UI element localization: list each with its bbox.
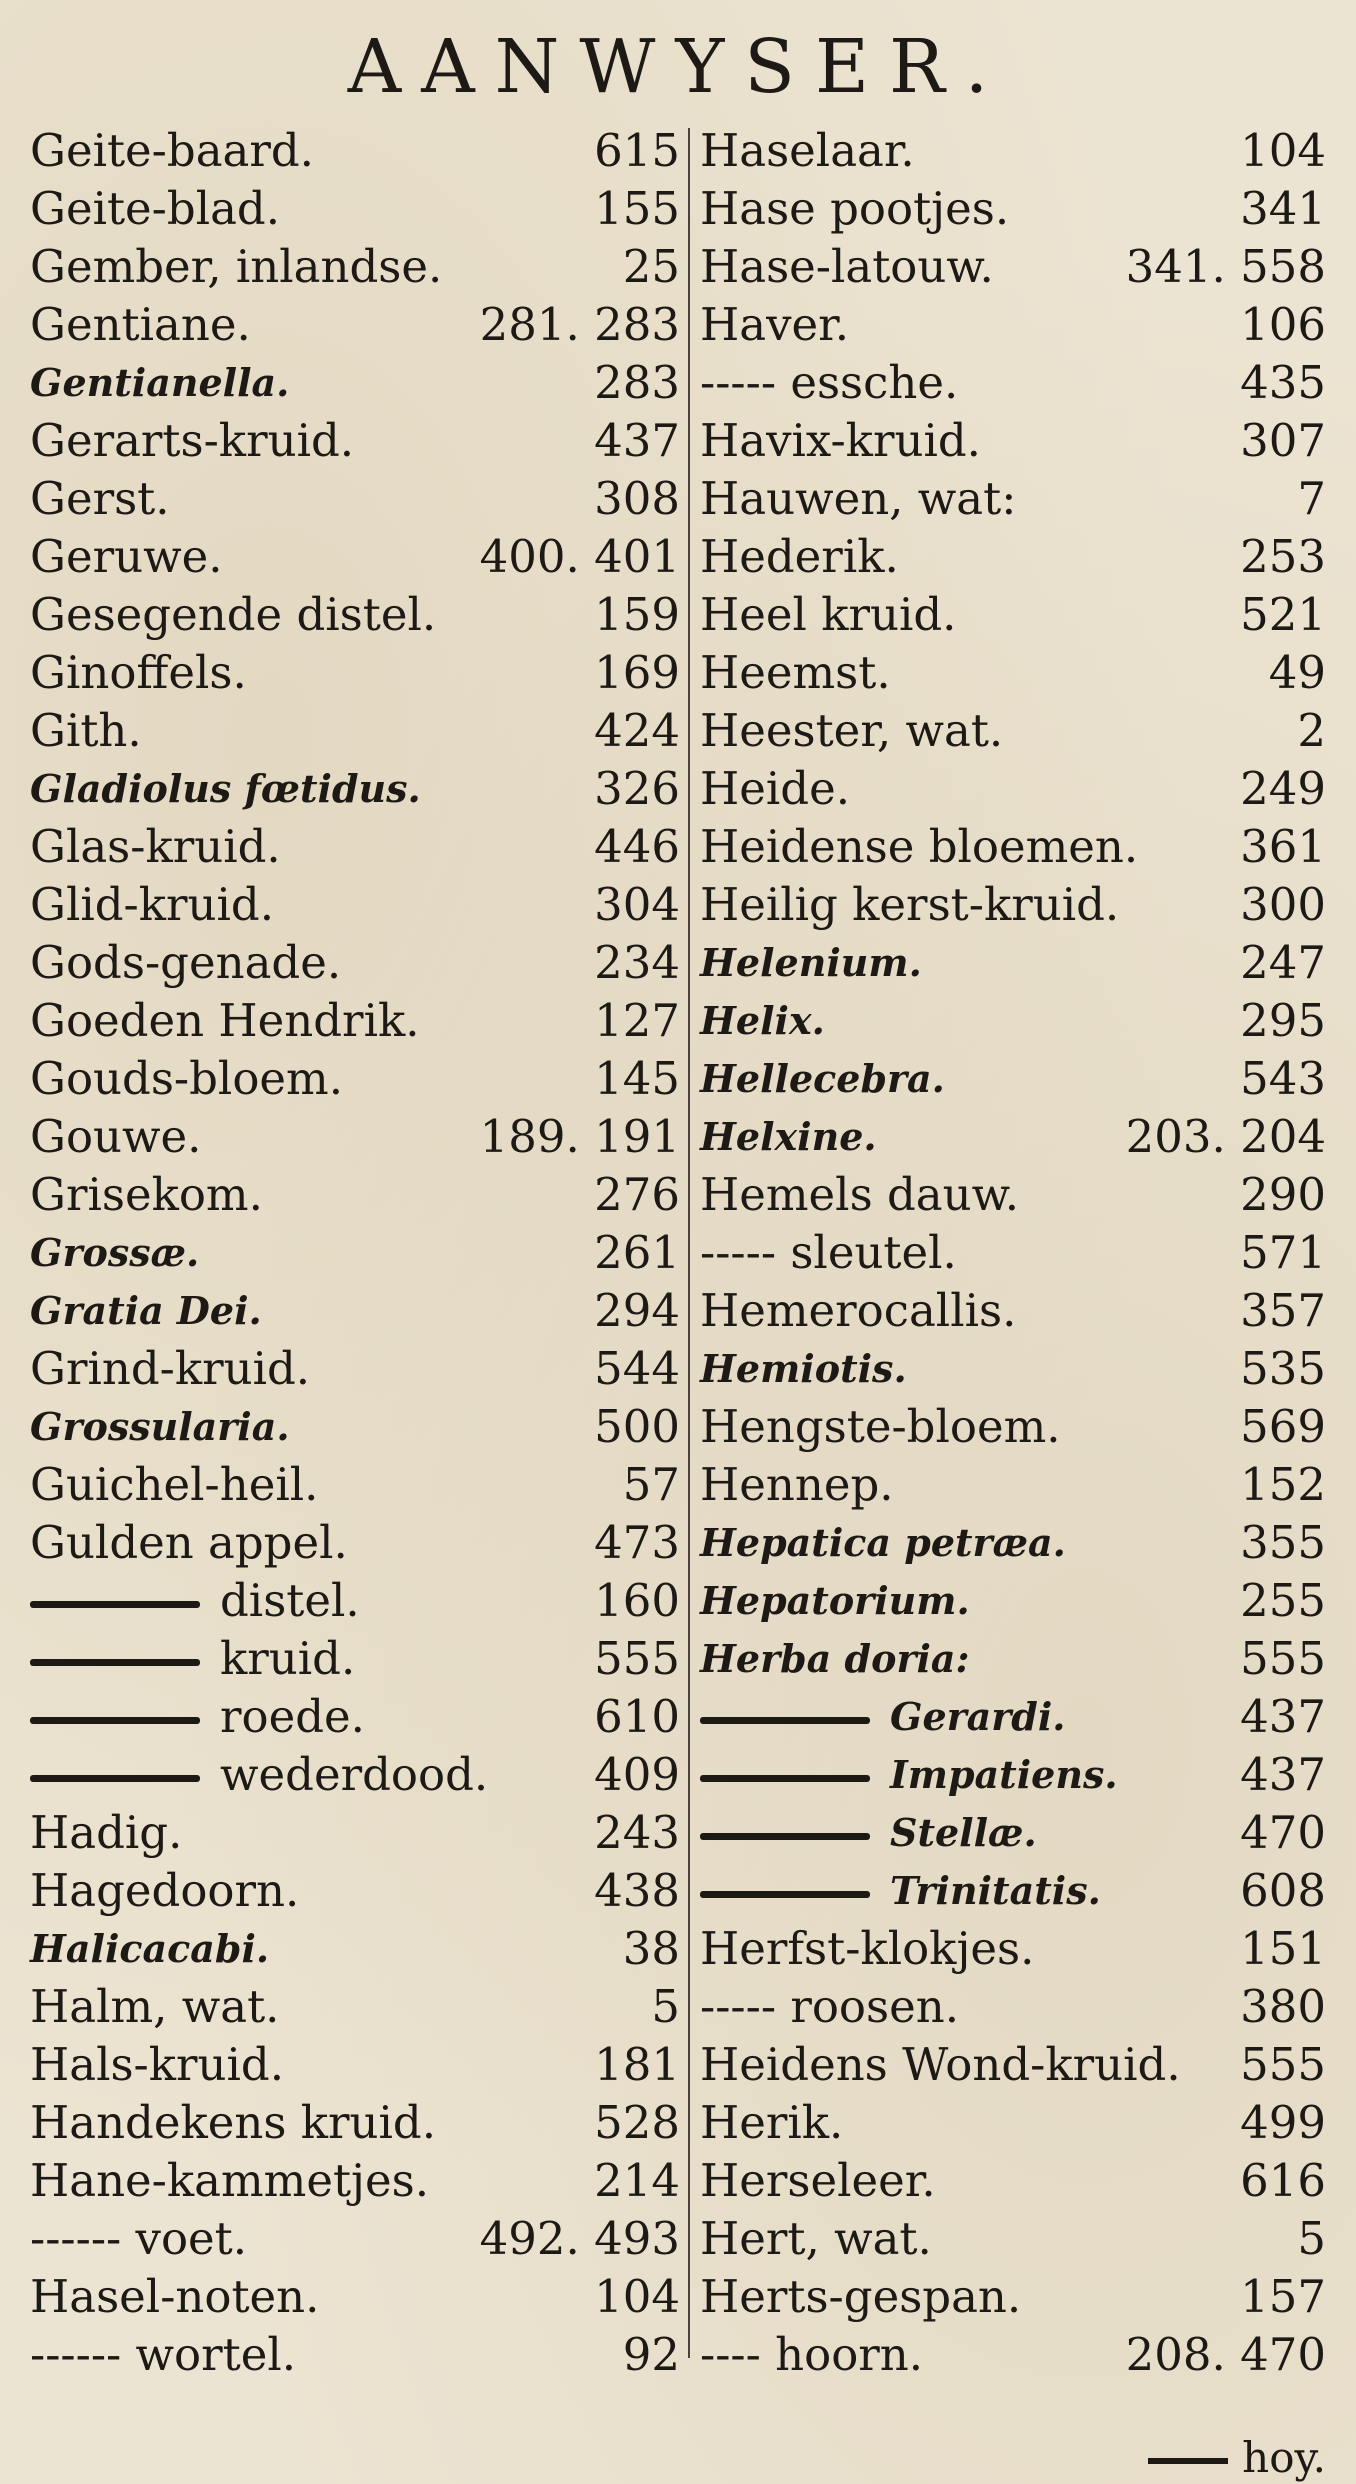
ditto-dash [30, 1659, 200, 1666]
index-entry [30, 296, 680, 354]
entry-page-number: 326 [594, 762, 680, 815]
index-entry [700, 1108, 1326, 1166]
index-entry [700, 992, 1326, 1050]
entry-term: wederdood. [220, 1748, 489, 1801]
index-entry [30, 1630, 680, 1688]
entry-term: roede. [220, 1690, 365, 1743]
entry-page-number: 281. 283 [479, 298, 680, 351]
index-entry [700, 1282, 1326, 1340]
index-entry [700, 122, 1326, 180]
entry-term: Hengste-bloem. [700, 1400, 1061, 1453]
index-entry [30, 354, 680, 412]
entry-page-number: 145 [594, 1052, 680, 1105]
entry-page-number: 555 [594, 1632, 680, 1685]
entry-page-number: 276 [594, 1168, 680, 1221]
index-entry [30, 238, 680, 296]
entry-page-number: 25 [622, 240, 680, 293]
entry-page-number: 106 [1240, 298, 1326, 351]
index-entry [700, 934, 1326, 992]
entry-term: Heidense bloemen. [700, 820, 1139, 873]
index-entry [30, 1688, 680, 1746]
entry-term: Gerarts-kruid. [30, 414, 355, 467]
index-entry [30, 2094, 680, 2152]
entry-term: Gith. [30, 704, 142, 757]
index-entry [700, 470, 1326, 528]
entry-page-number: 521 [1240, 588, 1326, 641]
entry-page-number: 308 [594, 472, 680, 525]
index-entry [30, 528, 680, 586]
index-entry [30, 1746, 680, 1804]
index-entry [30, 876, 680, 934]
index-entry [30, 586, 680, 644]
index-entry [700, 2210, 1326, 2268]
entry-term: Hane-kammetjes. [30, 2154, 430, 2207]
entry-term: ----- roosen. [700, 1980, 960, 2033]
entry-page-number: 295 [1240, 994, 1326, 1047]
entry-page-number: 253 [1240, 530, 1326, 583]
entry-term: Geite-blad. [30, 182, 281, 235]
entry-term: Trinitatis. [890, 1868, 1101, 1913]
entry-term: Gouwe. [30, 1110, 202, 1163]
entry-term: ----- essche. [700, 356, 959, 409]
index-entry [700, 1224, 1326, 1282]
entry-term: Gesegende distel. [30, 588, 437, 641]
entry-page-number: 57 [622, 1458, 680, 1511]
entry-term: Gentiane. [30, 298, 251, 351]
index-entry [700, 876, 1326, 934]
catchword [1148, 2432, 1326, 2484]
index-entry [30, 2152, 680, 2210]
index-entry [30, 1456, 680, 1514]
entry-page-number: 571 [1240, 1226, 1326, 1279]
ditto-dash [30, 1601, 200, 1608]
entry-page-number: 355 [1240, 1516, 1326, 1569]
entry-term: ------ wortel. [30, 2328, 297, 2381]
index-entry [30, 180, 680, 238]
entry-page-number: 49 [1268, 646, 1326, 699]
entry-term: kruid. [220, 1632, 356, 1685]
index-entry [700, 1398, 1326, 1456]
column-divider [688, 128, 690, 2358]
entry-term: Gulden appel. [30, 1516, 348, 1569]
entry-page-number: 300 [1240, 878, 1326, 931]
entry-term: Hert, wat. [700, 2212, 932, 2265]
index-entry [700, 2268, 1326, 2326]
entry-page-number: 159 [594, 588, 680, 641]
index-entry [30, 818, 680, 876]
entry-term: Helix. [700, 998, 825, 1043]
entry-term: Hadig. [30, 1806, 183, 1859]
entry-page-number: 341. 558 [1125, 240, 1326, 293]
index-entry [700, 354, 1326, 412]
entry-term: Ginoffels. [30, 646, 247, 699]
entry-page-number: 492. 493 [479, 2212, 680, 2265]
entry-page-number: 157 [1240, 2270, 1326, 2323]
entry-page-number: 214 [594, 2154, 680, 2207]
index-entry [30, 1804, 680, 1862]
index-entry [30, 470, 680, 528]
index-entry [30, 1108, 680, 1166]
index-entry [700, 1050, 1326, 1108]
index-entry [700, 1746, 1326, 1804]
entry-term: Haselaar. [700, 124, 915, 177]
entry-page-number: 203. 204 [1125, 1110, 1326, 1163]
entry-page-number: 535 [1240, 1342, 1326, 1395]
entry-page-number: 127 [594, 994, 680, 1047]
index-entry [30, 1514, 680, 1572]
entry-term: Hederik. [700, 530, 899, 583]
entry-page-number: 616 [1240, 2154, 1326, 2207]
entry-term: distel. [220, 1574, 360, 1627]
catchword-text: hoy. [1242, 2433, 1326, 2482]
entry-term: Herts-gespan. [700, 2270, 1022, 2323]
entry-term: ------ voet. [30, 2212, 248, 2265]
index-entry [700, 1166, 1326, 1224]
ditto-dash [700, 1775, 870, 1782]
entry-term: Hase pootjes. [700, 182, 1010, 235]
entry-page-number: 470 [1240, 1806, 1326, 1859]
entry-page-number: 438 [594, 1864, 680, 1917]
entry-page-number: 38 [622, 1922, 680, 1975]
entry-page-number: 247 [1240, 936, 1326, 989]
entry-page-number: 261 [594, 1226, 680, 1279]
entry-page-number: 608 [1240, 1864, 1326, 1917]
entry-page-number: 249 [1240, 762, 1326, 815]
index-entry [30, 1340, 680, 1398]
ditto-dash [30, 1775, 200, 1782]
entry-page-number: 152 [1240, 1458, 1326, 1511]
entry-page-number: 528 [594, 2096, 680, 2149]
entry-page-number: 181 [594, 2038, 680, 2091]
entry-page-number: 155 [594, 182, 680, 235]
entry-term: Gerardi. [890, 1694, 1066, 1739]
entry-page-number: 189. 191 [479, 1110, 680, 1163]
entry-page-number: 543 [1240, 1052, 1326, 1105]
index-entry [700, 702, 1326, 760]
index-entry [700, 1920, 1326, 1978]
entry-term: Guichel-heil. [30, 1458, 319, 1511]
entry-page-number: 400. 401 [479, 530, 680, 583]
entry-term: ----- sleutel. [700, 1226, 957, 1279]
index-entry [700, 644, 1326, 702]
ditto-dash [700, 1833, 870, 1840]
entry-term: Herba doria: [700, 1636, 970, 1681]
ditto-dash [30, 1717, 200, 1724]
entry-term: Halicacabi. [30, 1926, 270, 1971]
entry-term: Haver. [700, 298, 849, 351]
entry-term: Herseleer. [700, 2154, 936, 2207]
index-entry [700, 1804, 1326, 1862]
entry-term: Herfst-klokjes. [700, 1922, 1035, 1975]
index-entry [30, 702, 680, 760]
entry-page-number: 473 [594, 1516, 680, 1569]
page-title: AANWYSER. [347, 24, 1009, 110]
entry-term: Gratia Dei. [30, 1288, 262, 1333]
entry-page-number: 234 [594, 936, 680, 989]
entry-page-number: 610 [594, 1690, 680, 1743]
index-entry [700, 412, 1326, 470]
index-entry [700, 1862, 1326, 1920]
entry-page-number: 499 [1240, 2096, 1326, 2149]
index-entry [30, 760, 680, 818]
entry-page-number: 283 [594, 356, 680, 409]
entry-term: Geite-baard. [30, 124, 314, 177]
entry-term: Heester, wat. [700, 704, 1004, 757]
entry-page-number: 437 [1240, 1748, 1326, 1801]
entry-page-number: 104 [594, 2270, 680, 2323]
index-entry [30, 2210, 680, 2268]
index-entry [30, 1862, 680, 1920]
entry-page-number: 169 [594, 646, 680, 699]
index-entry [30, 1978, 680, 2036]
index-entry [30, 412, 680, 470]
entry-page-number: 294 [594, 1284, 680, 1337]
index-entry [30, 934, 680, 992]
index-entry [30, 2326, 680, 2384]
entry-term: Heide. [700, 762, 851, 815]
entry-page-number: 361 [1240, 820, 1326, 873]
entry-term: Gouds-bloem. [30, 1052, 344, 1105]
index-entry [30, 2268, 680, 2326]
index-entry [700, 586, 1326, 644]
entry-page-number: 151 [1240, 1922, 1326, 1975]
entry-term: Heilig kerst-kruid. [700, 878, 1120, 931]
entry-term: Goeden Hendrik. [30, 994, 420, 1047]
index-entry [700, 1456, 1326, 1514]
entry-term: Gladiolus fœtidus. [30, 766, 421, 811]
entry-term: Heel kruid. [700, 588, 957, 641]
index-entry [700, 528, 1326, 586]
index-entry [700, 760, 1326, 818]
index-entry [30, 1572, 680, 1630]
entry-page-number: 500 [594, 1400, 680, 1453]
ditto-dash [700, 1717, 870, 1724]
entry-page-number: 255 [1240, 1574, 1326, 1627]
entry-term: Gember, inlandse. [30, 240, 443, 293]
entry-term: Hemiotis. [700, 1346, 907, 1391]
entry-page-number: 208. 470 [1125, 2328, 1326, 2381]
entry-page-number: 437 [594, 414, 680, 467]
entry-term: Heemst. [700, 646, 891, 699]
entry-term: Glas-kruid. [30, 820, 281, 873]
index-entry [30, 1920, 680, 1978]
entry-page-number: 7 [1297, 472, 1326, 525]
entry-page-number: 290 [1240, 1168, 1326, 1221]
index-entry [30, 992, 680, 1050]
entry-page-number: 160 [594, 1574, 680, 1627]
entry-page-number: 5 [1297, 2212, 1326, 2265]
index-entry [700, 2326, 1326, 2384]
entry-page-number: 104 [1240, 124, 1326, 177]
entry-term: Glid-kruid. [30, 878, 275, 931]
entry-page-number: 341 [1240, 182, 1326, 235]
index-entry [700, 296, 1326, 354]
entry-term: Halm, wat. [30, 1980, 280, 2033]
index-entry [700, 1340, 1326, 1398]
entry-term: Havix-kruid. [700, 414, 981, 467]
entry-page-number: 437 [1240, 1690, 1326, 1743]
index-entry [700, 180, 1326, 238]
entry-page-number: 357 [1240, 1284, 1326, 1337]
entry-page-number: 380 [1240, 1980, 1326, 2033]
index-entry [700, 1572, 1326, 1630]
entry-page-number: 555 [1240, 2038, 1326, 2091]
entry-page-number: 243 [594, 1806, 680, 1859]
entry-term: Hemels dauw. [700, 1168, 1020, 1221]
entry-page-number: 409 [594, 1748, 680, 1801]
index-entry [700, 2036, 1326, 2094]
index-entry [700, 818, 1326, 876]
entry-term: Hepatorium. [700, 1578, 970, 1623]
entry-term: Grisekom. [30, 1168, 263, 1221]
entry-term: Geruwe. [30, 530, 223, 583]
entry-page-number: 307 [1240, 414, 1326, 467]
entry-term: Gerst. [30, 472, 170, 525]
entry-term: ---- hoorn. [700, 2328, 924, 2381]
index-entry [30, 1282, 680, 1340]
entry-term: Hagedoorn. [30, 1864, 300, 1917]
entry-page-number: 92 [622, 2328, 680, 2381]
entry-term: Stellæ. [890, 1810, 1037, 1855]
entry-term: Hennep. [700, 1458, 894, 1511]
entry-page-number: 446 [594, 820, 680, 873]
index-entry [30, 1166, 680, 1224]
entry-page-number: 435 [1240, 356, 1326, 409]
entry-term: Hellecebra. [700, 1056, 945, 1101]
index-entry [30, 122, 680, 180]
catchword-dash [1148, 2458, 1228, 2464]
entry-page-number: 544 [594, 1342, 680, 1395]
entry-term: Helxine. [700, 1114, 877, 1159]
index-entry [30, 1050, 680, 1108]
index-entry [30, 2036, 680, 2094]
entry-term: Impatiens. [890, 1752, 1118, 1797]
entry-term: Heidens Wond-kruid. [700, 2038, 1181, 2091]
index-entry [700, 2094, 1326, 2152]
index-entry [700, 1688, 1326, 1746]
entry-page-number: 569 [1240, 1400, 1326, 1453]
entry-term: Hase-latouw. [700, 240, 994, 293]
entry-page-number: 2 [1297, 704, 1326, 757]
index-entry [700, 1630, 1326, 1688]
index-entry [30, 1224, 680, 1282]
entry-term: Hasel-noten. [30, 2270, 320, 2323]
entry-page-number: 5 [651, 1980, 680, 2033]
entry-term: Herik. [700, 2096, 844, 2149]
index-entry [700, 1514, 1326, 1572]
ditto-dash [700, 1891, 870, 1898]
index-entry [30, 1398, 680, 1456]
entry-term: Hauwen, wat: [700, 472, 1017, 525]
entry-term: Handekens kruid. [30, 2096, 437, 2149]
entry-term: Grossularia. [30, 1404, 290, 1449]
index-entry [700, 2152, 1326, 2210]
entry-term: Hals-kruid. [30, 2038, 285, 2091]
index-entry [700, 1978, 1326, 2036]
entry-page-number: 304 [594, 878, 680, 931]
entry-page-number: 615 [594, 124, 680, 177]
entry-term: Grind-kruid. [30, 1342, 311, 1395]
entry-term: Grossæ. [30, 1230, 200, 1275]
entry-term: Hemerocallis. [700, 1284, 1017, 1337]
entry-page-number: 424 [594, 704, 680, 757]
entry-term: Hepatica petræa. [700, 1520, 1066, 1565]
entry-page-number: 555 [1240, 1632, 1326, 1685]
entry-term: Gentianella. [30, 360, 290, 405]
index-entry [30, 644, 680, 702]
entry-term: Gods-genade. [30, 936, 342, 989]
entry-term: Helenium. [700, 940, 922, 985]
index-entry [700, 238, 1326, 296]
